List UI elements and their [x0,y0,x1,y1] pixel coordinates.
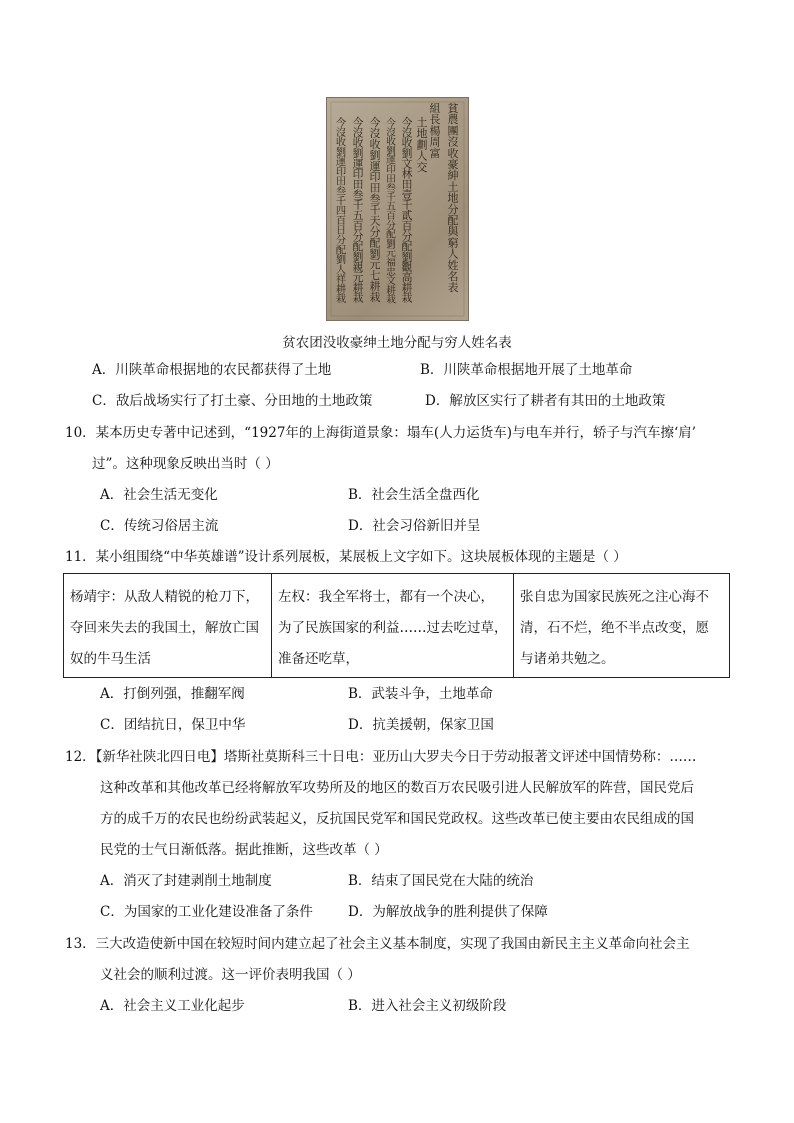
document-character: 今 [335,117,347,129]
document-character: 土 [447,180,459,194]
q11-option-b[interactable]: B．武装斗争，土地革命 [348,686,493,702]
q10-option-d[interactable]: D．社会习俗新旧并呈 [348,518,481,534]
q12-option-c[interactable]: C．为国家的工业化建设准备了条件 [100,904,313,920]
document-character: 貧 [447,102,459,115]
document-character: 叁 [335,185,347,198]
document-character: 交 [416,160,428,174]
document-character: 印 [369,170,381,184]
board-text: 奴的牛马生活 [70,651,151,667]
document-character: 劉 [401,250,413,264]
document-character: 配 [401,240,413,253]
board-text: 准备还吃草， [278,651,359,667]
document-character: 天 [369,214,381,228]
document-character: 田 [352,178,364,191]
document-character: 耕 [386,285,396,297]
hero-board-table [63,573,730,678]
q13-stem-line2: 义社会的顺利过渡。这一评价表明我国（ ） [100,967,361,983]
document-character: 元 [369,258,381,272]
q9-option-c[interactable]: C．敌后战场实行了打土豪、分田地的土地政策 [92,393,373,409]
document-character: 周 [429,135,441,149]
document-character: 劉 [369,148,381,162]
document-character: 人 [416,149,428,163]
board-text: 与诸弟共勉之。 [520,651,615,667]
document-character: 親 [352,260,364,274]
document-character: 劉 [386,145,396,157]
document-character: 今 [369,116,381,129]
document-character: 收 [335,136,347,149]
q13-option-a[interactable]: A．社会主义工业化起步 [100,998,245,1014]
document-character: 百 [386,211,396,222]
document-character: 分 [401,229,413,243]
q12-stem-line2: 这种改革和其他改革已经将解放军攻势所及的地区的数百万农民吸引进人民解放军的阵营，国民党后 [100,780,694,796]
document-character: 與 [447,225,459,239]
document-character: 千 [386,192,396,204]
document-character: 福 [386,257,396,269]
document-character: 收 [386,136,396,148]
document-character: 運 [369,159,381,173]
q12-option-b[interactable]: B．结束了国民党在大陆的统治 [348,873,534,889]
document-character: 配 [386,229,396,241]
document-character: 劃 [416,138,428,152]
q11-option-d[interactable]: D．抗美援朝，保家卫国 [348,717,494,733]
document-character: 千 [335,195,347,208]
q9-option-b[interactable]: B．川陕革命根据地开展了土地革命 [420,362,633,378]
document-character: 團 [447,124,459,138]
q11-option-c[interactable]: C．团结抗日，保卫中华 [100,717,246,733]
document-character: 劉 [335,254,347,267]
document-character: 今 [401,116,413,129]
document-character: 沒 [369,126,381,140]
q12-stem-line4: 民党的士气日渐低落。据此推断，这些改革（ ） [100,842,388,858]
board-cell-yang-jingyu [64,574,272,678]
document-character: 印 [386,164,396,176]
document-character: 楊 [429,124,441,138]
document-character: 窮 [447,236,459,250]
q9-option-d[interactable]: D．解放区实行了耕者有其田的土地政策 [425,393,666,409]
q11-option-a[interactable]: A．打倒列强，推翻军阀 [100,686,245,702]
document-character: 印 [335,165,347,178]
document-character: 忠 [386,266,396,278]
document-character: 七 [369,269,381,283]
document-character: 沒 [401,126,413,140]
q10-stem-line2: 过”。这种现象反映出当时（ ） [92,456,279,472]
document-character: 姓 [447,258,459,272]
board-cell-zhang-zizhong [514,574,730,678]
document-character: 叁 [369,192,381,206]
document-character: 劉 [352,147,364,160]
document-character: 沒 [386,127,396,139]
board-text: 为了民族国家的利益……过去吃过草， [278,620,508,636]
document-character: 栽 [335,293,347,306]
document-character: 富 [429,146,441,160]
q10-option-a[interactable]: A．社会生活无变化 [100,487,218,503]
board-text: 左权：我全军将士，都有一个决心， [278,589,494,605]
document-character: 配 [335,244,347,257]
document-character: 配 [369,236,381,250]
document-character: 元 [352,271,364,284]
document-character: 林 [401,167,413,181]
document-character: 栽 [369,291,381,305]
document-character: 分 [335,234,347,247]
document-character: 百 [352,219,364,233]
document-character: 分 [386,220,396,232]
q12-option-a[interactable]: A．消灭了封建剥削土地制度 [100,873,272,889]
q13-stem-line1: 13．三大改造使新中国在较短时间内建立起了社会主义基本制度，实现了我国由新民主主义革命向社会主 [65,936,690,952]
document-character: 紳 [447,169,459,183]
document-character: 運 [386,155,396,167]
document-character: 耕 [335,283,347,296]
document-character: 千 [352,198,364,212]
board-cell-zuo-quan [272,574,514,678]
q10-stem-line1: 10．某本历史专著中记述到，“1927年的上海街道景象：塌车(人力运货车)与电车并行，轿子与汽车擦‘肩’ [65,425,697,441]
board-text: 张自忠为国家民族死之注心海不 [520,589,709,605]
document-character: 劉 [401,147,413,160]
document-character: 栽 [386,294,396,306]
document-character: 農 [447,113,459,127]
document-character: 土 [416,116,428,129]
document-character: 今 [352,116,364,129]
document-character: 五 [386,201,396,213]
document-character: 收 [369,137,381,151]
board-text: 杨靖宇：从敌人精锐的枪刀下， [70,589,259,605]
document-character: 印 [352,167,364,181]
q12-stem-line1: 12．【新华社陕北四日电】塔斯社莫斯科三十日电：亚历山大罗夫今日于劳动报著文评述中国情势称：…… [65,749,697,765]
q10-option-b[interactable]: B．社会生活全盘西化 [348,487,480,503]
board-text: 清，石不烂，绝不半点改变，愿 [520,620,709,636]
document-character: 地 [447,191,459,205]
document-character: 田 [369,181,381,195]
document-character: 百 [401,219,413,233]
document-character: 文 [386,276,396,288]
document-character: 田 [386,173,396,185]
document-character: 日 [335,224,347,237]
document-character: 收 [401,136,413,150]
document-character: 組 [429,102,441,115]
document-character: 觀 [401,260,413,274]
document-calligraphy-image [327,98,468,320]
document-character: 高 [401,271,413,284]
document-character: 劉 [386,238,396,250]
document-character: 百 [335,214,347,227]
document-character: 叁 [386,183,396,195]
q9-option-a[interactable]: A．川陕革命根据地的农民都获得了土地 [92,362,332,378]
document-character: 沒 [352,126,364,140]
document-character: 千 [369,203,381,217]
document-character: 配 [352,240,364,253]
document-character: 叁 [352,188,364,202]
q13-option-b[interactable]: B．进入社会主义初级阶段 [348,998,507,1014]
q10-option-c[interactable]: C．传统习俗居主流 [100,518,219,534]
document-character: 劉 [352,250,364,264]
q11-stem: 11．某小组围绕“中华英雄谱”设计系列展板，某展板上文字如下。这块展板体现的主题是（ ） [65,549,627,565]
document-character: 耕 [352,281,364,295]
document-character: 四 [335,205,347,218]
document-character: 名 [447,270,459,283]
document-character: 貳 [401,209,413,222]
document-character: 劉 [335,146,347,159]
document-character: 豪 [447,158,459,171]
document-character: 耕 [401,281,413,295]
figure-caption: 贫农团没收豪绅土地分配与穷人姓名表 [282,335,512,351]
document-character: 分 [369,225,381,239]
document-character: 運 [335,156,347,169]
document-character: 今 [386,118,396,129]
q12-option-d[interactable]: D．为解放战争的胜利提供了保障 [348,904,548,920]
document-character: 收 [447,146,459,160]
document-character: 劉 [369,247,381,261]
document-character: 耕 [369,280,381,294]
document-character: 五 [352,209,364,222]
document-character: 運 [352,157,364,171]
document-character: 收 [352,136,364,150]
document-character: 分 [352,229,364,243]
historical-document-photo [326,97,469,321]
document-character: 壹 [401,188,413,202]
document-character: 田 [335,175,347,188]
document-character: 長 [429,113,441,127]
document-character: 沒 [335,126,347,139]
document-character: 地 [416,127,428,141]
board-text: 夺回来失去的我国土，解放亡国 [70,620,259,636]
document-character: 表 [447,281,459,295]
document-character: 栽 [401,291,413,305]
document-character: 人 [447,247,459,261]
document-character: 元 [386,248,396,260]
document-character: 配 [447,214,459,227]
document-character: 人 [335,263,347,276]
document-character: 祥 [335,273,347,286]
q12-stem-line3: 方的成千万的农民也纷纷武装起义，反抗国民党军和国民党政权。这些改革已使主要由农民组成的国 [100,811,694,827]
document-character: 千 [401,198,413,212]
document-character: 分 [447,202,459,216]
document-character: 文 [401,157,413,171]
document-character: 栽 [352,291,364,305]
document-character: 沒 [447,135,459,149]
document-character: 田 [401,178,413,191]
